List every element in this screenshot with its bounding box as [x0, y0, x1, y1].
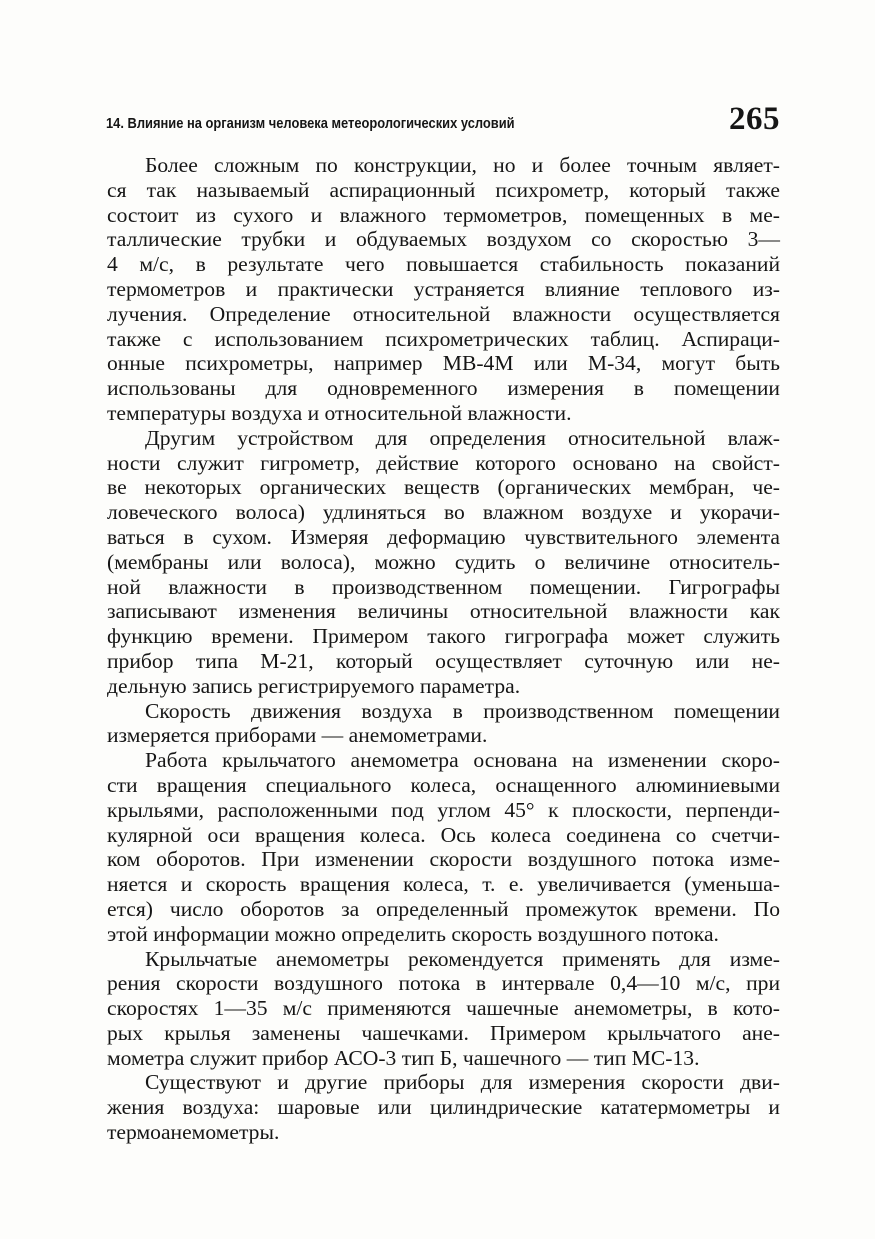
text-line: функцию времени. Примером такого гигрографа может служить — [107, 624, 780, 649]
text-line: Работа крыльчатого анемометра основана на изменении скоро- — [145, 748, 780, 773]
text-line: ваться в сухом. Измеряя деформацию чувствительного элемента — [107, 524, 780, 549]
text-line: сти вращения специального колеса, оснащенного алюминиевыми — [107, 772, 780, 797]
text-line: записывают изменения величины относительной влажности как — [107, 599, 780, 624]
text-line: ется) число оборотов за определенный промежуток времени. По — [107, 896, 780, 921]
text-line: Крыльчатые анемометры рекомендуется применять для изме- — [145, 946, 780, 971]
text-line: жения воздуха: шаровые или цилиндрические кататермометры и — [107, 1095, 780, 1120]
text-line: ной влажности в производственном помещении. Гигрографы — [107, 574, 780, 599]
text-line: Другим устройством для определения относительной влаж- — [145, 425, 780, 450]
text-line: крыльями, расположенными под углом 45° к плоскости, перпенди- — [107, 797, 780, 822]
text-line: измеряется приборами — анемометрами. — [107, 723, 488, 748]
text-line: дельную запись регистрируемого параметра. — [107, 673, 521, 698]
body-text — [107, 153, 780, 1145]
text-line: кулярной оси вращения колеса. Ось колеса соединена со счетчи- — [107, 822, 780, 847]
text-line: скоростях 1—35 м/с применяются чашечные анемометры, в кото- — [107, 996, 780, 1021]
text-line: ловеческого волоса) удлиняться во влажном воздухе и укорачи- — [107, 500, 780, 525]
text-line: прибор типа М-21, который осуществляет суточную или не- — [107, 648, 780, 673]
text-line: ности служит гигрометр, действие которого основано на свойст- — [107, 450, 780, 475]
text-line: онные психрометры, например МВ-4М или М-34, могут быть — [107, 351, 780, 376]
text-line: использованы для одновременного измерения в помещении — [107, 376, 780, 401]
chapter-title: 14. Влияние на организм человека метеорологических условий — [106, 115, 515, 132]
text-line: Существуют и другие приборы для измерения скорости дви- — [145, 1070, 780, 1095]
paragraph-hygrometer — [107, 426, 780, 699]
paragraph-anemometer-usage — [107, 947, 780, 1071]
text-line: няется и скорость вращения колеса, т. е. увеличивается (уменьша- — [107, 872, 780, 897]
running-header — [106, 96, 780, 142]
text-line: (мембраны или волоса), можно судить о величине относитель- — [107, 549, 780, 574]
paragraph-air-speed — [107, 699, 780, 749]
text-line: таллические трубки и обдуваемых воздухом со скоростью 3— — [107, 227, 780, 252]
text-line: Скорость движения воздуха в производственном помещении — [145, 698, 780, 723]
text-line: рения скорости воздушного потока в интервале 0,4—10 м/с, при — [107, 971, 780, 996]
paragraph-aspiration-psychrometer — [107, 153, 780, 426]
text-line: температуры воздуха и относительной влажности. — [107, 400, 572, 425]
text-line: также с использованием психрометрических таблиц. Аспираци- — [107, 326, 780, 351]
paragraph-vane-anemometer — [107, 748, 780, 946]
text-line: мометра служит прибор АСО-3 тип Б, чашечного — тип МС-13. — [107, 1045, 700, 1070]
text-line: состоит из сухого и влажного термометров, помещенных в ме- — [107, 202, 780, 227]
text-line: ве некоторых органических веществ (органических мембран, че- — [107, 475, 780, 500]
text-line: лучения. Определение относительной влажности осуществляется — [107, 301, 780, 326]
text-line: ся так называемый аспирационный психрометр, который также — [107, 177, 780, 202]
text-line: ком оборотов. При изменении скорости воздушного потока изме- — [107, 847, 780, 872]
text-line: этой информации можно определить скорость воздушного потока. — [107, 921, 719, 946]
text-line: термоанемометры. — [107, 1120, 280, 1145]
text-line: термометров и практически устраняется влияние теплового из- — [107, 276, 780, 301]
text-line: 4 м/с, в результате чего повышается стабильность показаний — [107, 252, 780, 277]
paragraph-other-devices — [107, 1070, 780, 1144]
text-line: Более сложным по конструкции, но и более точным являет- — [145, 153, 780, 177]
text-line: рых крылья заменены чашечками. Примером крыльчатого ане- — [107, 1020, 780, 1045]
page-number: 265 — [729, 101, 780, 137]
